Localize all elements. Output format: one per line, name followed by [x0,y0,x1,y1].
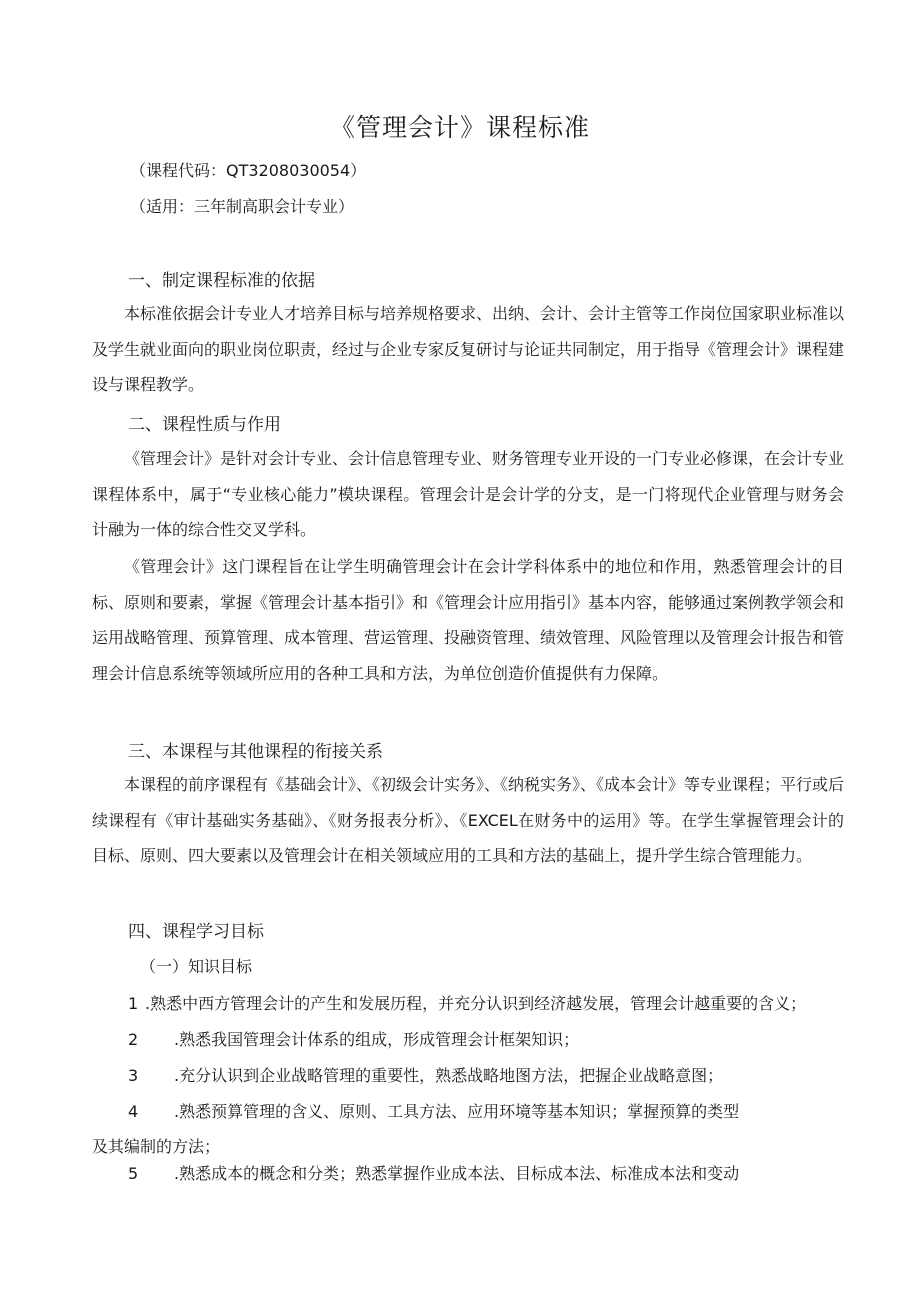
document-title: 《管理会计》课程标准 [329,113,590,142]
section-2-heading: 二、课程性质与作用 [128,415,281,435]
knowledge-goal-item-4-continuation: 及其编制的方法； [92,1137,221,1156]
section-2-paragraph-1: 《管理会计》是针对会计专业、会计信息管理专业、财务管理专业开设的一门专业必修课，在会计专业课程体系中，属于“专业核心能力”模块课程。管理会计是会计学的分支，是一门将现代企业管理与财务会计融为一体的综合性交叉学科。 [92,449,845,539]
section-3-heading: 三、本课程与其他课程的衔接关系 [128,742,383,762]
section-1-paragraph: 本标准依据会计专业人才培养目标与培养规格要求、出纳、会计、会计主管等工作岗位国家职业标准以及学生就业面向的职业岗位职责，经过与企业专家反复研讨与论证共同制定，用于指导《管理会计》课程建设与课程教学。 [92,304,845,394]
section-1-heading: 一、制定课程标准的依据 [128,271,315,291]
item-number: 3 [128,1066,139,1085]
section-3-paragraph: 本课程的前序课程有《基础会计》、《初级会计实务》、《纳税实务》、《成本会计》等专业课程；平行或后续课程有《审计基础实务基础》、《财务报表分析》、《EXCEL在财务中的运用》等。在学生掌握管理会计的目标、原则、四大要素以及管理会计在相关领域应用的工具和方法的基础上，提升学生综合管理能力。 [92,775,845,865]
knowledge-goals-subheading: （一）知识目标 [140,957,253,976]
item-number: 2 [128,1030,139,1049]
section-4-heading: 四、课程学习目标 [128,922,264,942]
applicable-scope: （适用：三年制高职会计专业） [130,197,355,216]
item-number: 1 [128,994,139,1013]
item-number: 5 [128,1164,139,1183]
item-text: .熟悉我国管理会计体系的组成，形成管理会计框架知识； [174,1030,580,1049]
item-number: 4 [128,1102,139,1121]
knowledge-goal-item-5 [128,1161,739,1184]
knowledge-goal-item-1 [128,991,806,1014]
item-text: .熟悉预算管理的含义、原则、工具方法、应用环境等基本知识；掌握预算的类型 [174,1102,740,1121]
item-text: .充分认识到企业战略管理的重要性，熟悉战略地图方法，把握企业战略意图； [174,1066,724,1085]
item-text: .熟悉中西方管理会计的产生和发展历程，并充分认识到经济越发展，管理会计越重要的含义； [145,994,807,1013]
knowledge-goal-item-2 [128,1027,579,1050]
section-2-paragraph-2: 《管理会计》这门课程旨在让学生明确管理会计在会计学科体系中的地位和作用，熟悉管理会计的目标、原则和要素，掌握《管理会计基本指引》和《管理会计应用指引》基本内容，能够通过案例教学领会和运用战略管理、预算管理、成本管理、营运管理、投融资管理、绩效管理、风险管理以及管理会计报告和管理会计信息系统等领域所应用的各种工具和方法，为单位创造价值提供有力保障。 [92,557,845,683]
knowledge-goal-item-4 [128,1099,739,1122]
knowledge-goal-item-3 [128,1063,723,1086]
course-code: （课程代码：QT3208030054） [130,161,367,180]
item-text: .熟悉成本的概念和分类；熟悉掌握作业成本法、目标成本法、标准成本法和变动 [174,1164,740,1183]
